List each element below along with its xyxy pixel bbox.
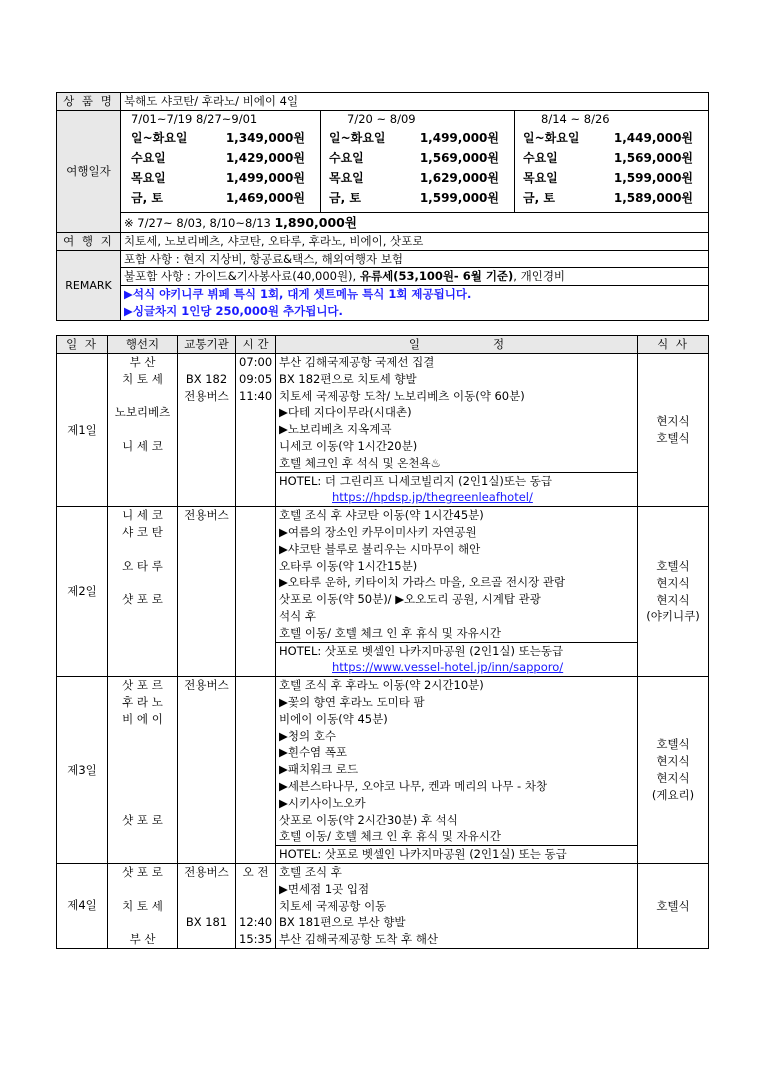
day-transport	[178, 507, 236, 677]
schedule-line: ▶오타루 운하, 키타이치 가라스 마을, 오르골 전시장 관람	[279, 575, 566, 590]
hotel-link[interactable]: https://www.vessel-hotel.jp/inn/sapporo/	[332, 660, 564, 675]
meal-item: 현지식	[656, 414, 690, 429]
schedule-line: 치토세 국제공항 도착/ 노보리베츠 이동(약 60분)	[279, 388, 525, 403]
place-name	[111, 472, 174, 489]
place-name	[111, 761, 174, 778]
period-range: 7/20 ~ 8/09	[347, 112, 416, 126]
special-price: 1,890,000원	[274, 214, 357, 230]
place-name	[111, 574, 174, 591]
place-name: 치 토 세	[122, 371, 163, 386]
place-name: 니 세 코	[122, 508, 163, 523]
day-label: 금, 토	[523, 191, 555, 205]
header-meal: 식 사	[638, 336, 709, 354]
day-times	[236, 507, 276, 677]
day-label: 제1일	[57, 354, 108, 507]
time-item	[239, 507, 272, 524]
schedule-line: ▶여름의 장소인 카무이미사키 자연공원	[279, 524, 477, 539]
header-transport: 교통기관	[178, 336, 236, 354]
time-item	[239, 625, 272, 642]
place-name	[111, 881, 174, 898]
price-value: 1,599,000원	[613, 171, 694, 185]
place-name: 샤 코 탄	[122, 524, 163, 539]
fuel-surcharge: 유류세(53,100원- 6월 기준)	[359, 269, 514, 283]
day-label: 제2일	[57, 507, 108, 677]
note-single: ▶싱글차지 1인당 250,000원 추가됩니다.	[124, 304, 343, 318]
price-value: 1,599,000원	[419, 191, 499, 205]
schedule-line: 호텔 체크인 후 석식 및 온천욕♨	[279, 455, 441, 470]
transport-item	[181, 488, 232, 505]
price-value: 1,569,000원	[613, 151, 694, 165]
meal-item: 호텔식	[656, 737, 690, 752]
transport-item: 전용버스	[184, 508, 229, 523]
transport-item	[181, 354, 232, 371]
schedule-line: 호텔 조식 후 샤코탄 이동(약 1시간45분)	[279, 508, 484, 523]
day-meals	[638, 354, 709, 507]
time-item	[239, 591, 272, 608]
day-places	[108, 354, 178, 507]
schedule-line: ▶샤코탄 블루로 불리우는 시마무이 해안	[279, 541, 481, 556]
transport-item	[181, 455, 232, 472]
place-name	[111, 488, 174, 505]
day-schedule	[276, 677, 638, 864]
hotel-line: HOTEL: 더 그린리프 니세코빌리지 (2인1실)또는 동급	[276, 472, 637, 490]
time-item	[239, 421, 272, 438]
place-name: 치 토 세	[122, 898, 163, 913]
schedule-line: 호텔 이동/ 호텔 체크 인 후 휴식 및 자유시간	[279, 625, 501, 640]
schedule-line: 삿포로 이동(약 50분)/ ▶오오도리 공원, 시계탑 관광	[279, 592, 541, 607]
transport-item	[181, 898, 232, 915]
day-row	[57, 354, 709, 507]
transport-item	[181, 574, 232, 591]
schedule-line: 부산 김해국제공항 도착 후 해산	[279, 932, 439, 947]
place-name	[111, 388, 174, 405]
day-meals	[638, 863, 709, 948]
place-name: 후 라 노	[122, 694, 163, 709]
schedule-line: ▶노보리베츠 지옥계곡	[279, 422, 392, 437]
transport-item: BX 181	[185, 915, 228, 930]
time-item: 오 전	[242, 864, 269, 879]
price-value: 1,469,000원	[225, 191, 305, 205]
time-item	[239, 608, 272, 625]
time-item	[239, 541, 272, 558]
transport-item	[181, 591, 232, 608]
place-name	[111, 744, 174, 761]
place-name: 비 에 이	[122, 711, 163, 726]
meal-item: 현지식	[656, 592, 690, 607]
day-places	[108, 677, 178, 864]
day-label: 수요일	[523, 151, 558, 165]
hotel-line: HOTEL: 삿포로 벳셀인 나카지마공원 (2인1실) 또는동급	[276, 642, 637, 660]
transport-item	[181, 881, 232, 898]
day-places	[108, 863, 178, 948]
place-name: 샷 포 로	[122, 864, 163, 879]
itinerary-table	[56, 335, 709, 949]
place-name	[111, 642, 174, 659]
transport-item	[181, 931, 232, 948]
time-item: 15:35	[239, 932, 273, 947]
schedule-line: BX 181편으로 부산 향발	[279, 915, 406, 930]
remark-content	[121, 251, 709, 321]
time-item	[239, 438, 272, 455]
place-name: 샷 포 로	[122, 592, 163, 607]
day-places	[108, 507, 178, 677]
transport-item: 전용버스	[184, 678, 229, 693]
time-item	[239, 642, 272, 659]
schedule-line: 삿포로 이동(약 2시간30분) 후 석식	[279, 812, 458, 827]
day-label: 목요일	[523, 171, 558, 185]
schedule-line: 호텔 이동/ 호텔 체크 인 후 휴식 및 자유시간	[279, 829, 501, 844]
day-label: 일~화요일	[131, 131, 188, 145]
exclude-text-2: , 개인경비	[513, 269, 566, 283]
overview-table	[56, 92, 709, 321]
place-name: 오 타 루	[122, 558, 163, 573]
time-item	[239, 898, 272, 915]
place-name: 노보리베츠	[114, 405, 171, 420]
time-item	[239, 455, 272, 472]
transport-item	[181, 541, 232, 558]
price-value: 1,449,000원	[613, 131, 694, 145]
place-name	[111, 541, 174, 558]
day-transport	[178, 863, 236, 948]
meal-item: 현지식	[656, 771, 690, 786]
day-transport	[178, 677, 236, 864]
day-label: 제3일	[57, 677, 108, 864]
header-time: 시 간	[236, 336, 276, 354]
day-meals	[638, 677, 709, 864]
place-name: 부 산	[129, 932, 156, 947]
place-name	[111, 778, 174, 795]
place-name: 삿 포 르	[122, 678, 163, 693]
period-3	[515, 111, 709, 213]
time-item	[239, 574, 272, 591]
header-place: 행선지	[108, 336, 178, 354]
schedule-line: 치토세 국제공항 이동	[279, 898, 387, 913]
meal-item: 호텔식	[656, 431, 690, 446]
price-value: 1,349,000원	[225, 131, 305, 145]
meal-item: 현지식	[656, 754, 690, 769]
header-schedule: 일 정	[276, 336, 638, 354]
time-item	[239, 881, 272, 898]
day-label: 목요일	[131, 171, 166, 185]
day-row	[57, 507, 709, 677]
place-name	[111, 455, 174, 472]
place-name	[111, 828, 174, 845]
exclude-text: 불포함 사항 : 가이드&기사봉사료(40,000원),	[124, 269, 360, 283]
day-row	[57, 677, 709, 864]
place-name	[111, 728, 174, 745]
transport-item	[181, 438, 232, 455]
schedule-line: ▶꽃의 향연 후라노 도미타 팜	[279, 694, 425, 709]
place-name	[111, 625, 174, 642]
meal-item: 호텔식	[656, 559, 690, 574]
place-name: 부 산	[129, 355, 156, 369]
special-note: ※ 7/27~ 8/03, 8/10~8/13	[124, 215, 271, 230]
transport-item: BX 182	[185, 371, 228, 386]
day-label: 금, 토	[131, 191, 163, 205]
hotel-link[interactable]: https://hpdsp.jp/thegreenleafhotel/	[332, 490, 533, 505]
price-value: 1,629,000원	[419, 171, 499, 185]
schedule-line: ▶시키사이노오카	[279, 795, 366, 810]
day-label: 수요일	[131, 151, 166, 165]
product-name: 북해도 샤코탄/ 후라노/ 비에이 4일	[121, 93, 709, 111]
schedule-line: 호텔 조식 후 후라노 이동(약 2시간10분)	[279, 678, 484, 693]
transport-item	[181, 625, 232, 642]
time-item: 12:40	[239, 915, 273, 930]
time-item	[239, 488, 272, 505]
time-item	[239, 558, 272, 575]
time-item	[239, 524, 272, 541]
schedule-line: 오타루 이동(약 1시간15분)	[279, 558, 418, 573]
period-2	[321, 111, 515, 213]
meal-item: 호텔식	[656, 898, 690, 913]
period-1	[121, 111, 321, 213]
time-item: 11:40	[239, 388, 273, 403]
schedule-line: ▶면세점 1곳 입점	[279, 881, 370, 896]
meal-item: (야키니쿠)	[646, 609, 700, 624]
place-name	[111, 608, 174, 625]
place-name: 니 세 코	[122, 438, 163, 453]
header-day: 일 자	[57, 336, 108, 354]
date-label: 여행일자	[57, 111, 121, 233]
period-range: 7/01~7/19 8/27~9/01	[131, 112, 258, 126]
schedule-line: ▶세븐스타나무, 오야코 나무, 켄과 메리의 나무 - 차창	[279, 778, 548, 793]
price-value: 1,589,000원	[613, 191, 694, 205]
schedule-line: 호텔 조식 후	[279, 864, 342, 879]
meal-item: (게요리)	[651, 787, 695, 802]
time-item	[239, 404, 272, 421]
transport-item	[181, 524, 232, 541]
exclude-line	[121, 268, 708, 286]
day-schedule	[276, 354, 638, 507]
schedule-line: 부산 김해국제공항 국제선 집결	[279, 355, 435, 369]
day-meals	[638, 507, 709, 677]
day-transport	[178, 354, 236, 507]
schedule-line: 비에이 이동(약 45분)	[279, 711, 388, 726]
schedule-line: 석식 후	[279, 608, 316, 623]
transport-item	[181, 404, 232, 421]
price-value: 1,569,000원	[419, 151, 499, 165]
price-value: 1,499,000원	[419, 131, 499, 145]
places-value: 치토세, 노보리베츠, 샤코탄, 오타루, 후라노, 비에이, 삿포로	[121, 233, 709, 251]
schedule-line: ▶흰수염 폭포	[279, 745, 348, 760]
schedule-line: 니세코 이동(약 1시간20분)	[279, 438, 418, 453]
place-name	[111, 914, 174, 931]
period-range: 8/14 ~ 8/26	[541, 112, 610, 126]
schedule-line: ▶패치워크 로드	[279, 762, 359, 777]
transport-item	[181, 558, 232, 575]
day-times	[236, 863, 276, 948]
day-label: 수요일	[329, 151, 364, 165]
time-item: 09:05	[239, 371, 273, 386]
day-times	[236, 677, 276, 864]
places-label: 여 행 지	[57, 233, 121, 251]
time-item: 07:00	[239, 355, 273, 369]
remark-label: REMARK	[57, 251, 121, 321]
price-value: 1,429,000원	[225, 151, 305, 165]
transport-item: 전용버스	[184, 388, 229, 403]
product-label: 상 품 명	[57, 93, 121, 111]
day-row	[57, 863, 709, 948]
transport-item: 전용버스	[184, 864, 229, 879]
day-label: 금, 토	[329, 191, 361, 205]
hotel-line: HOTEL: 삿포로 벳셀인 나카지마공원 (2인1실) 또는 동급	[276, 845, 637, 863]
schedule-line: ▶다테 지다이무라(시대촌)	[279, 405, 412, 420]
transport-item	[181, 421, 232, 438]
place-name	[111, 795, 174, 812]
include-line: 포함 사항 : 현지 지상비, 항공료&택스, 해외여행자 보험	[121, 251, 708, 268]
day-label: 목요일	[329, 171, 364, 185]
day-label: 제4일	[57, 863, 108, 948]
transport-item	[181, 472, 232, 489]
time-item	[239, 472, 272, 489]
day-label: 일~화요일	[329, 131, 386, 145]
price-value: 1,499,000원	[225, 171, 305, 185]
day-times	[236, 354, 276, 507]
day-schedule	[276, 507, 638, 677]
day-schedule	[276, 863, 638, 948]
day-label: 일~화요일	[523, 131, 580, 145]
schedule-line: BX 182편으로 치토세 향발	[279, 371, 417, 386]
special-period	[121, 213, 709, 233]
transport-item	[181, 642, 232, 659]
transport-item	[181, 608, 232, 625]
meal-item: 현지식	[656, 575, 690, 590]
place-name: 샷 포 로	[122, 812, 163, 827]
schedule-line: ▶청의 호수	[279, 728, 336, 743]
place-name	[111, 421, 174, 438]
note-meals: ▶석식 야키니쿠 뷔페 특식 1회, 대게 셋트메뉴 특식 1회 제공됩니다.	[124, 287, 472, 301]
